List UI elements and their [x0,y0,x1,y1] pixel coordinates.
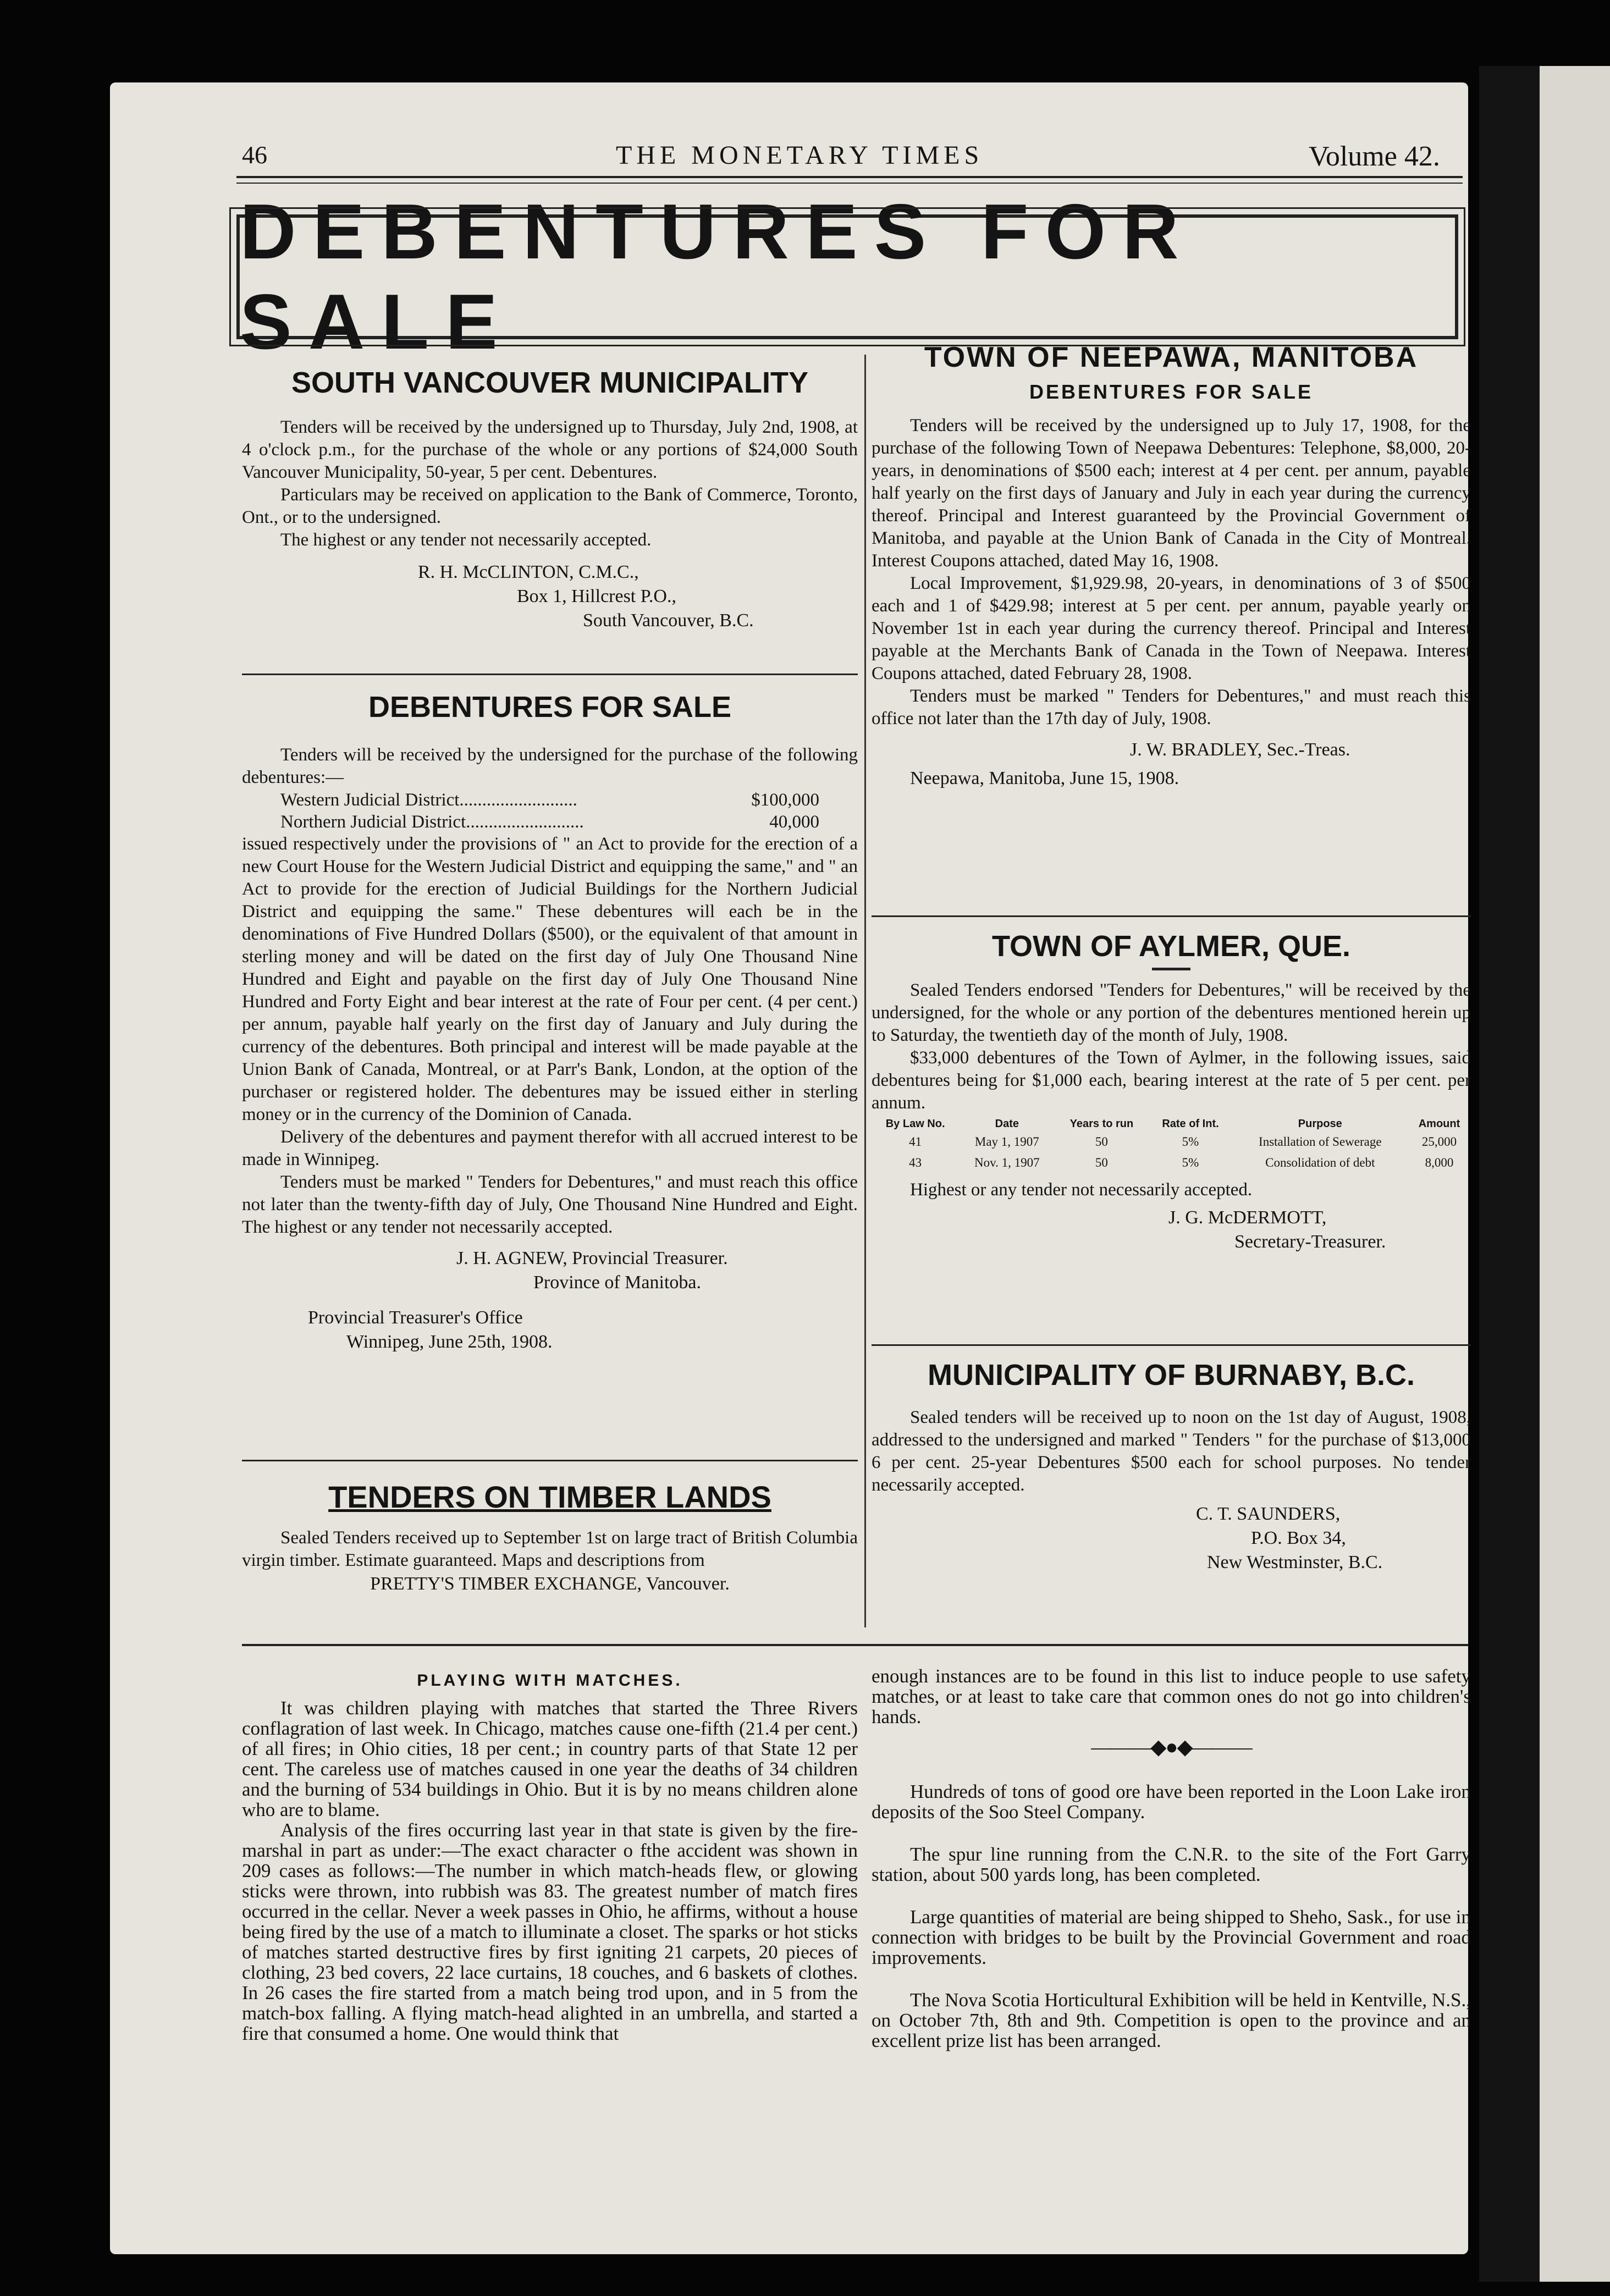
publication-title: THE MONETARY TIMES [616,141,984,170]
manitoba-debentures-notice [242,690,858,1354]
column-header: By Law No. [885,1118,945,1130]
notice-paragraph: Particulars may be received on application to the Bank of Commerce, Toronto, Ont., or to the undersigned. [242,485,858,527]
bottom-section-rule [242,1644,1468,1646]
news-item: Large quantities of material are being shipped to Sheho, Sask., for use in connection with bridges to be built by the Provincial Government and road improvements. [872,1906,1471,1968]
bylaw-table [872,1117,1471,1173]
notice-paragraph: Sealed tenders will be received up to noon on the 1st day of August, 1908, addressed to the undersigned and marked " Tenders " for the purchase of $13,000 6 per cent. 25-year Debentures $500 each for school purposes. No tender necessarily accepted. [872,1408,1471,1495]
table-header-row [872,1117,1471,1132]
signature: Neepawa, Manitoba, June 15, 1908. [910,768,1179,788]
notice-paragraph: Tenders must be marked " Tenders for Debentures," and must reach this office not later than the twenty-fifth day of July, One Thousand Nine Hundred and Eight. The highest or any tender not necessarily accepted. [242,1172,858,1237]
header-rule [236,176,1463,178]
notice-paragraph: Local Improvement, $1,929.98, 20-years, in denominations of 3 of $500 each and 1 of $429.98; interest at 5 per cent. per annum, payable yearly on November 1st in each year during the currency thereof. Principal and Interest payable at the Merchants Bank of Canada in the Town of Neepawa. Interest Coupons attached, dated February 28, 1908. [872,573,1471,683]
column-header: Years to run [1069,1118,1134,1130]
table-cell: May 1, 1907 [974,1135,1039,1149]
debentures-banner: DEBENTURES FOR SALE [236,214,1458,339]
news-briefs [872,1666,1471,2073]
column-header: Purpose [1298,1118,1342,1130]
notice-title: TOWN OF NEEPAWA, MANITOBA [924,341,1419,373]
column-header: Amount [1418,1118,1460,1130]
notice-paragraph: Sealed Tenders endorsed "Tenders for Debentures," will be received by the undersigned, for the whole or any portion of the debentures mentioned herein up to Saturday, the twentieth day of the month of July, 1908. [872,980,1471,1045]
table-cell: 41 [909,1135,922,1149]
signature: J. W. BRADLEY, Sec.-Treas. [1130,739,1350,760]
table-row [872,1132,1471,1152]
table-row [872,1152,1471,1173]
signature: P.O. Box 34, [1251,1528,1346,1548]
article-paragraph: Analysis of the fires occurring last year in that state is given by the fire-marshal in part as under:—The exact character o fthe accident was shown in 209 cases as follows:—The number in which match-heads flew, or glowing sticks were thrown, into rubbish was 83. The greatest number of match fires occurred in the cellar. Never a week passes in Ohio, he affirms, without a house being fired by the use of a match to illuminate a closet. The sparks or hot sticks of matches started destructive fires by first igniting 21 carpets, 20 pieces of clothing, 23 bed covers, 22 lace curtains, 18 couches, and 6 baskets of clothes. In 26 cases the fire started from a match being trod upon, and in 5 from the match-box falling. A flying match-head alighted in an umbrella, and started a fire that consumed a home. One would think that [242,1819,858,2044]
timber-lands-notice [242,1479,858,1596]
debenture-line [242,811,858,833]
table-cell: 43 [909,1156,922,1169]
column-header: Date [995,1118,1019,1130]
news-item: Hundreds of tons of good ore have been reported in the Loon Lake iron deposits of the Soo Steel Company. [872,1781,1471,1823]
neepawa-notice [872,341,1471,791]
section-rule [872,915,1471,917]
debenture-line [242,789,858,811]
district-label: Western Judicial District.......................... [280,790,577,810]
article-continuation: enough instances are to be found in this list to induce people to use safety matches, or at least to take care that common ones do not go into children's hands. [872,1665,1471,1727]
notice-title: MUNICIPALITY OF BURNABY, B.C. [927,1359,1415,1392]
table-cell: 50 [1095,1135,1108,1149]
notice-paragraph: The highest or any tender not necessarily accepted. [280,530,652,550]
header-rule-thin [236,183,1463,184]
south-vancouver-notice [242,366,858,633]
notice-title: SOUTH VANCOUVER MUNICIPALITY [291,366,809,399]
signature: Provincial Treasurer's Office [308,1307,523,1328]
district-label: Northern Judicial District.......................... [280,812,584,832]
signature: Secretary-Treasurer. [1234,1232,1386,1252]
column-header: Rate of Int. [1162,1118,1219,1130]
section-rule [242,674,858,675]
district-amount: $100,000 [751,790,819,810]
adjacent-page-edge [1479,66,1610,2282]
signature: Province of Manitoba. [533,1272,701,1293]
burnaby-notice [872,1358,1471,1575]
signature: C. T. SAUNDERS, [1196,1504,1341,1524]
signature: Winnipeg, June 25th, 1908. [346,1332,553,1352]
signature: New Westminster, B.C. [1207,1552,1383,1572]
table-cell: 25,000 [1421,1135,1457,1149]
district-amount: 40,000 [769,812,819,832]
news-item: The Nova Scotia Horticultural Exhibition will be held in Kentville, N.S., on October 7th, 8th and 9th. Competition is open to the province and an excellent prize list has been arranged. [872,1989,1471,2051]
table-cell: 50 [1095,1156,1108,1169]
notice-paragraph: Delivery of the debentures and payment therefor with all accrued interest to be made in Winnipeg. [242,1127,858,1169]
volume-label: Volume 42. [1309,141,1440,172]
table-cell: 8,000 [1425,1156,1454,1169]
table-cell: 5% [1182,1156,1199,1169]
notice-paragraph: Tenders will be received by the undersigned for the purchase of the following debentures:— [242,745,858,787]
article-paragraph: It was children playing with matches that started the Three Rivers conflagration of last week. In Chicago, matches cause one-fifth (21.4 per cent.) of all fires; in Ohio cities, 18 per cent.; in country parts of that State 12 per cent. The careless use of matches caused in one year the deaths of 34 children and the burning of 534 buildings in Ohio. But it is by no means children alone who are to blame. [242,1697,858,1820]
notice-paragraph: issued respectively under the provisions of " an Act to provide for the erection of a new Court House for the Western Judicial District and equipping the same," and " an Act to provide for the erection of Judicial Buildings for the Northern Judicial District and equipping the same." These debentures will each be in the denominations of Five Hundred Dollars ($500), or the equivalent of that amount in sterling money and will be dated on the first day of July One Thousand Nine Hundred and Eight and payable on the first day of July One Thousand Nine Hundred and Forty Eight and bear interest at the rate of Four per cent. (4 per cent.) per annum, payable half yearly on the first day of January and July during the currency of the debentures. Both principal and interest will be made payable at the Union Bank of Canada, Montreal, or at Parr's Bank, London, at the option of the purchaser or registered holder. The debentures may be issued either in sterling money or in the currency of the Dominion of Canada. [242,834,858,1124]
news-item: The spur line running from the C.N.R. to the site of the Fort Garry station, about 500 yards long, has been completed. [872,1844,1471,1885]
notice-paragraph: Sealed Tenders received up to September 1st on large tract of British Columbia virgin timber. Estimate guaranteed. Maps and descriptions from [242,1528,858,1570]
notice-title: TOWN OF AYLMER, QUE. [991,930,1351,963]
signature: J. H. AGNEW, Provincial Treasurer. [456,1248,728,1268]
page-number: 46 [242,141,267,169]
section-rule [242,1460,858,1461]
notice-title: TENDERS ON TIMBER LANDS [328,1480,771,1514]
notice-paragraph: $33,000 debentures of the Town of Aylmer, in the following issues, said debentures being for $1,000 each, bearing interest at the rate of 5 per cent. per annum. [872,1048,1471,1113]
notice-paragraph: Tenders must be marked " Tenders for Debentures," and must reach this office not later than the 17th day of July, 1908. [872,686,1471,728]
notice-title: DEBENTURES FOR SALE [368,691,732,724]
matches-article [242,1671,858,2044]
table-cell: Consolidation of debt [1265,1156,1375,1169]
aylmer-notice [872,929,1471,1254]
column-divider [864,355,866,1627]
table-cell: 5% [1182,1135,1199,1149]
section-rule [872,1344,1471,1346]
signature: R. H. McCLINTON, C.M.C., [418,562,639,582]
notice-subtitle: DEBENTURES FOR SALE [1029,380,1314,403]
signature: South Vancouver, B.C. [583,610,754,631]
notice-paragraph: Tenders will be received by the undersigned up to Thursday, July 2nd, 1908, at 4 o'clock p.m., for the purchase of the whole or any portions of $24,000 South Vancouver Municipality, 50-year, 5 per cent. Debentures. [242,417,858,482]
notice-paragraph: Highest or any tender not necessarily accepted. [910,1180,1253,1200]
title-dash [1152,968,1190,970]
article-title: PLAYING WITH MATCHES. [417,1671,683,1690]
signature: Box 1, Hillcrest P.O., [517,586,676,606]
ornament-divider: ———◆●◆——— [1091,1736,1251,1759]
signature: PRETTY'S TIMBER EXCHANGE, Vancouver. [370,1574,730,1594]
signature: J. G. McDERMOTT, [1168,1207,1327,1228]
table-cell: Nov. 1, 1907 [974,1156,1040,1169]
table-cell: Installation of Sewerage [1259,1135,1382,1149]
notice-paragraph: Tenders will be received by the undersigned up to July 17, 1908, for the purchase of the following Town of Neepawa Debentures: Telephone, $8,000, 20-years, in denominations of $500 each; interest at 4 per cent. per annum, payable half yearly on the first days of January and July in each year during the currency thereof. Principal and Interest guaranteed by the Provincial Government of Manitoba, and payable at the Union Bank of Canada in the City of Montreal. Interest Coupons attached, dated May 16, 1908. [872,416,1471,571]
